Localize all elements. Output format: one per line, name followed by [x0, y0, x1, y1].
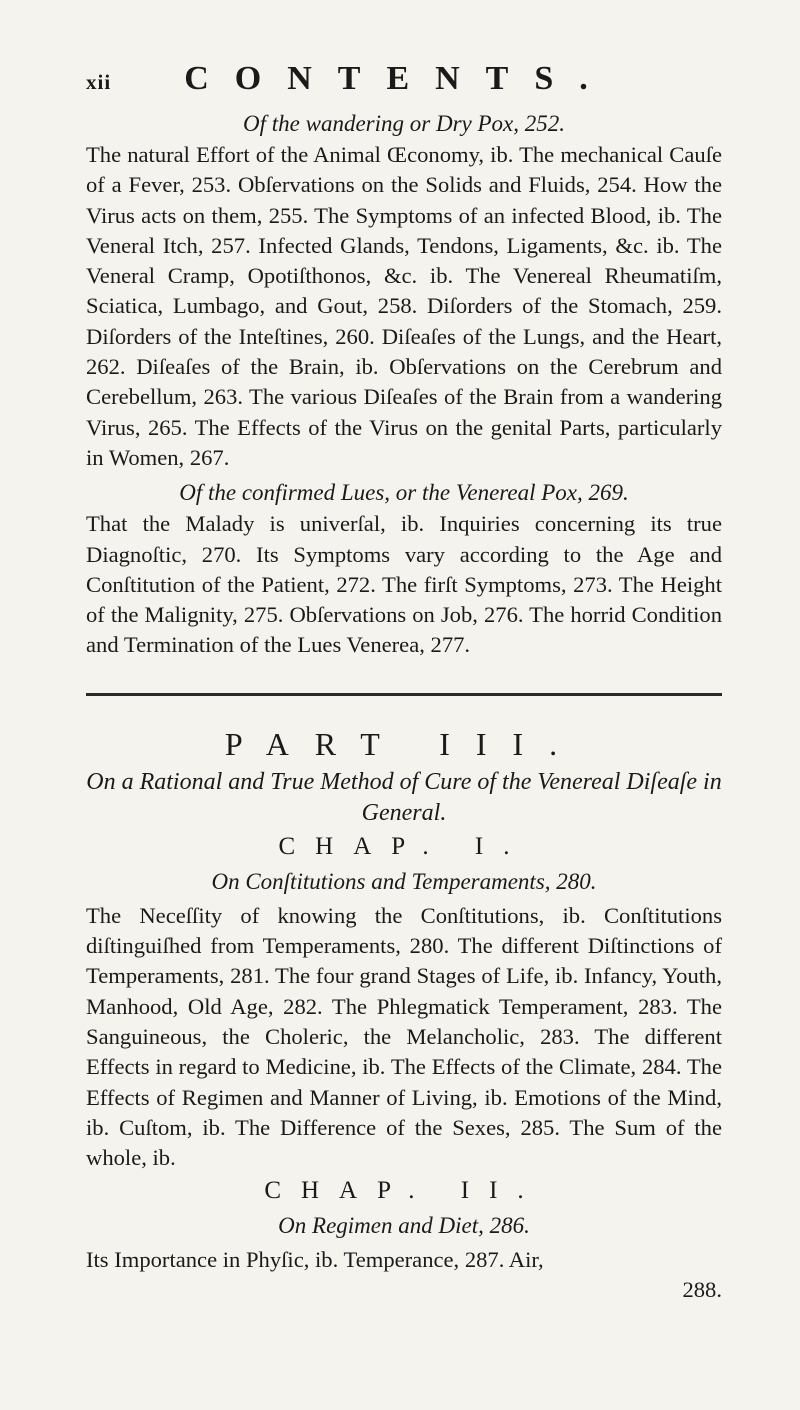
chapter-heading: On Conſtitutions and Temperaments, 280. [211, 868, 597, 894]
chapter-label: CHAP. I. [278, 832, 530, 860]
chapter-text: Its Importance in Phyſic, ib. Temperance, 287. Air, [86, 1247, 544, 1273]
confirmed-heading: Of the confirmed Lues, or the Venereal Pox, 269. [179, 480, 629, 506]
part-subtitle: On a Rational and True Method of Cure of the Venereal Diſeaſe in General. [86, 768, 722, 826]
confirmed-text: That the Malady is univerſal, ib. Inquiries concerning its true Diagnoſtic, 270. Its Symptoms vary according to the Age and Conſtitution of the Patient, 272. The firſt Symptoms, 273. The Height of the Malignity, 275. Obſervations on Job, 276. The horrid Condition and Termination of the Lues Venerea, 277. [86, 511, 722, 658]
part-title: PART III. [224, 725, 584, 762]
divider-rule [86, 693, 722, 696]
page-title: CONTENTS. [184, 60, 614, 97]
wandering-text: The natural Effort of the Animal Œconomy, ib. The mechanical Cauſe of a Fever, 253. Obſervations on the Solids and Fluids, 254. How the Virus acts on them, 255. The Symptoms of an infected Blood, ib. The Veneral Itch, 257. Infected Glands, Tendons, Ligaments, &c. ib. The Veneral Cramp, Opotiſthonos, &c. ib. The Venereal Rheumatiſm, Sciatica, Lumbago, and Gout, 258. Diſorders of the Stomach, 259. Diſorders of the Inteſtines, 260. Diſeaſes of the Lungs, and the Heart, 262. Diſeaſes of the Brain, ib. Obſervations on the Cerebrum and Cerebellum, 263. The various Diſeaſes of the Brain from a wandering Virus, 265. The Effects of the Virus on the genital Parts, particularly in Women, 267. [86, 142, 722, 470]
running-head [86, 60, 722, 106]
chapter-text-continuation: 288. [682, 1276, 722, 1302]
chapter-text: The Neceſſity of knowing the Conſtitutions, ib. Conſtitutions diſtinguiſhed from Temperaments, 280. The different Diſtinctions of Temperaments, 281. The four grand Stages of Life, ib. Infancy, Youth, Manhood, Old Age, 282. The Phlegmatick Temperament, 283. The Sanguineous, the Choleric, the Melancholic, 283. The different Effects in regard to Medicine, ib. The Effects of the Climate, 284. The Effects of Regimen and Manner of Living, ib. Emotions of the Mind, ib. Cuſtom, ib. The Difference of the Sexes, 285. The Sum of the whole, ib. [86, 902, 722, 1171]
page-number: xii [86, 70, 112, 94]
chapter-heading: On Regimen and Diet, 286. [278, 1213, 530, 1239]
chapter-label: CHAP. II. [264, 1177, 544, 1205]
wandering-heading: Of the wandering or Dry Pox, 252. [243, 111, 565, 136]
